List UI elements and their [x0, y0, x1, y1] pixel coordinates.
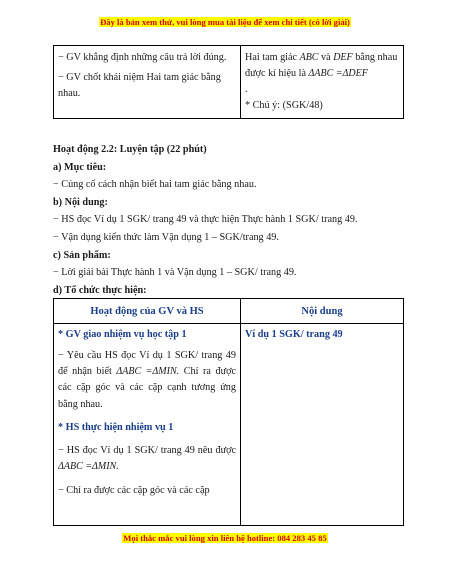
perform-title: * HS thực hiện nhiệm vụ 1: [58, 421, 174, 433]
objective-title: a) Mục tiêu:: [53, 161, 107, 173]
task-text: − Yêu cầu HS đọc Ví dụ 1 SGK/ trang 49 để nhận biết ΔABC =ΔMIN. Chỉ ra được các cặp góc và các cặp cạnh tương ứng bằng nhau.: [58, 350, 236, 410]
example-title: Ví dụ 1 SGK/ trang 49: [245, 329, 343, 340]
example-cell: [241, 324, 404, 526]
activity-table: [53, 298, 404, 526]
activity-section: [53, 141, 408, 299]
header-activity: Hoạt động của GV và HS: [54, 299, 241, 324]
content-cell: Hai tam giác ABC và DEF bằng nhau được kí hiệu là ΔABC =ΔDEF . * Chú ý: (SGK/48): [241, 46, 404, 119]
content-text-1: − HS đọc Ví dụ 1 SGK/ trang 49 và thực hiện Thực hành 1 SGK/ trang 49.: [53, 214, 358, 226]
content-title: b) Nội dung:: [53, 196, 108, 208]
organization-title: d) Tổ chức thực hiện:: [53, 284, 147, 296]
header-content: Nội dung: [241, 299, 404, 324]
product-title: c) Sản phẩm:: [53, 249, 111, 261]
conclude-concept-text: − GV chốt khái niệm Hai tam giác bằng nhau.: [58, 72, 221, 99]
content-text-2: − Vận dụng kiến thức làm Vận dụng 1 – SGK/trang 49.: [53, 231, 279, 243]
product-text: − Lời giải bài Thực hành 1 và Vận dụng 1 – SGK/ trang 49.: [53, 267, 297, 279]
objective-text: − Củng cố cách nhận biết hai tam giác bằng nhau.: [53, 179, 257, 191]
teacher-activity-cell: [54, 46, 241, 119]
confirm-answer-text: − GV khẳng định những câu trả lời đúng.: [58, 52, 227, 63]
hotline-banner: Mọi thắc mắc vui lòng xin liên hệ hotline: 084 283 45 85: [123, 533, 327, 543]
perform-text-2: − Chỉ ra được các cặp góc và các cặp: [58, 485, 210, 497]
section-heading: Hoạt động 2.2: Luyện tập (22 phút): [53, 144, 207, 155]
task-title: * GV giao nhiệm vụ học tập 1: [58, 329, 187, 340]
preview-banner: Đây là bản xem thử, vui lòng mua tài liệu để xem chi tiết (có lời giải): [100, 17, 350, 27]
concept-table: [53, 45, 404, 119]
activity-cell: [54, 324, 241, 526]
definition-text: Hai tam giác ABC và DEF bằng nhau được kí hiệu là ΔABC =ΔDEF: [245, 52, 398, 79]
perform-text: − HS đọc Ví dụ 1 SGK/ trang 49 nêu được ΔABC =ΔMIN.: [58, 444, 236, 473]
note-text: * Chú ý: (SGK/48): [245, 100, 323, 111]
